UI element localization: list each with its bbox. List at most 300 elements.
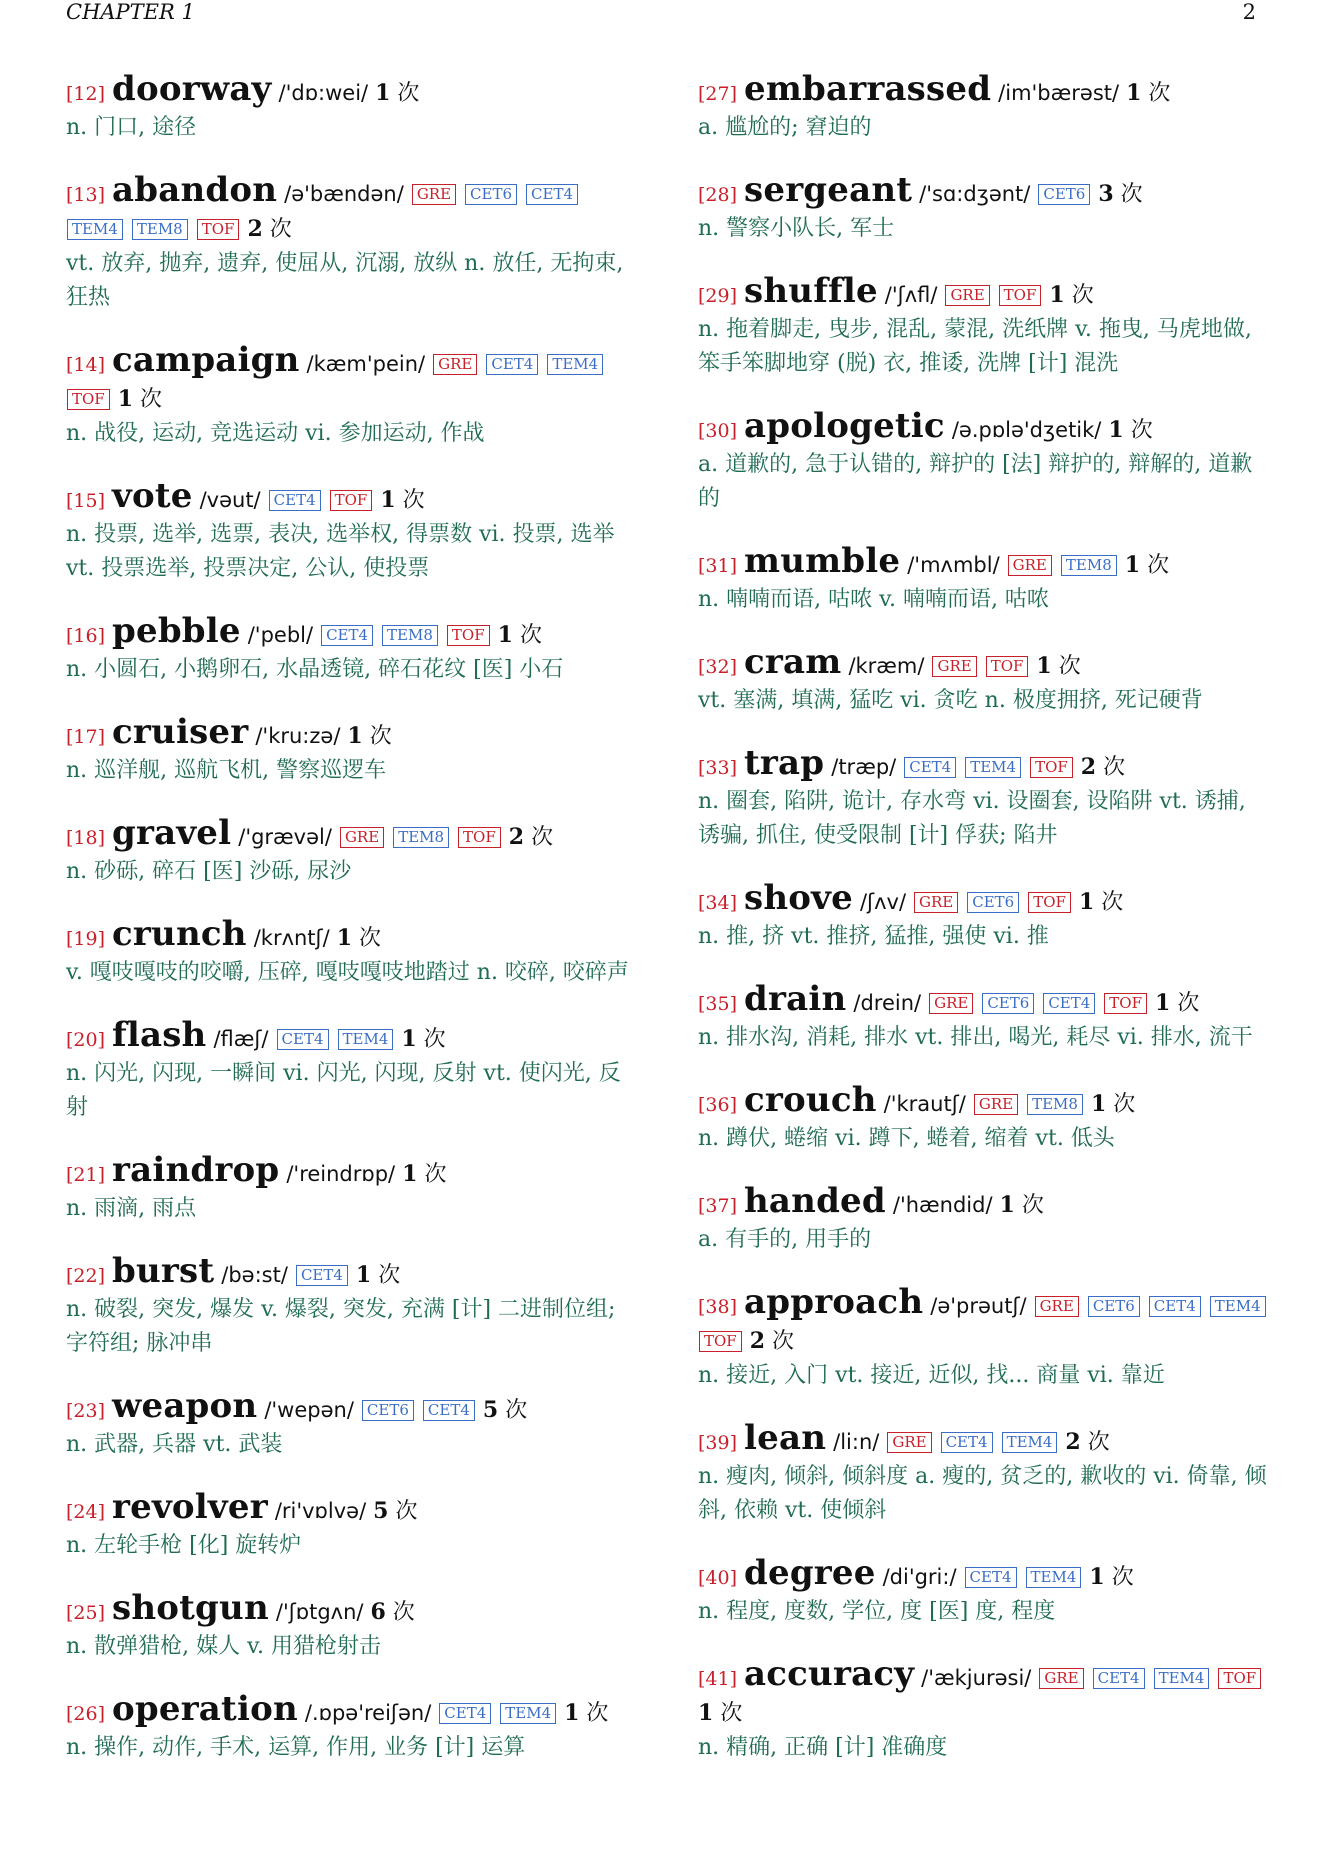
entry-number: [19]: [66, 928, 106, 950]
exam-tag: CET4: [941, 1432, 993, 1453]
occurrence-count: 2: [1065, 1429, 1081, 1455]
headword: operation: [112, 1689, 298, 1729]
occurrence-unit: 次: [395, 1499, 418, 1524]
pronunciation: /li:n/: [833, 1430, 880, 1454]
exam-tag: GRE: [945, 285, 989, 306]
headword: abandon: [112, 170, 278, 210]
headword: shuffle: [744, 271, 878, 311]
right-column: [698, 69, 1268, 1793]
headword: apologetic: [744, 406, 945, 446]
entry-number: [12]: [66, 83, 106, 105]
occurrence-unit: 次: [424, 1162, 447, 1187]
entry-headline: [66, 712, 636, 754]
occurrence-count: 1: [1078, 889, 1095, 915]
exam-tag: CET4: [486, 354, 538, 375]
occurrence-count: 3: [1098, 181, 1114, 207]
page-number: 2: [1242, 0, 1256, 24]
entry-headline: [698, 1080, 1268, 1122]
exam-tag: TOF: [1218, 1668, 1261, 1689]
headword: gravel: [112, 813, 232, 853]
pronunciation: /træp/: [831, 755, 897, 779]
occurrence-unit: 次: [359, 926, 382, 951]
entry-number: [16]: [66, 625, 106, 647]
headword: cram: [744, 642, 842, 682]
pronunciation: /kæm'pein/: [306, 352, 426, 376]
occurrence-unit: 次: [519, 623, 542, 648]
exam-tag: TEM4: [965, 757, 1021, 778]
exam-tag: GRE: [914, 892, 958, 913]
occurrence-count: 1: [1049, 282, 1065, 308]
exam-tag: GRE: [932, 656, 976, 677]
definition: n. 雨滴, 雨点: [66, 1196, 197, 1221]
definition: n. 排水沟, 消耗, 排水 vt. 排出, 喝光, 耗尽 vi. 排水, 流干: [698, 1025, 1253, 1050]
entry-headline: [698, 541, 1268, 583]
entry-headline: [698, 69, 1268, 111]
exam-tag: TEM8: [1061, 555, 1117, 576]
entry-number: [37]: [698, 1195, 738, 1217]
exam-tag: TEM8: [382, 625, 438, 646]
exam-tag: GRE: [412, 184, 456, 205]
occurrence-unit: 次: [586, 1701, 609, 1726]
entry-headline: [66, 1251, 636, 1293]
definition: n. 左轮手枪 [化] 旋转炉: [66, 1533, 302, 1558]
exam-tag: CET4: [1149, 1296, 1201, 1317]
occurrence-count: 1: [402, 1161, 418, 1187]
vocab-entry: [698, 743, 1268, 853]
exam-tag: CET4: [965, 1567, 1017, 1588]
headword: campaign: [112, 340, 300, 380]
definition: n. 破裂, 突发, 爆发 v. 爆裂, 突发, 充满 [计] 二进制位组; 字符组; 脉冲串: [66, 1297, 616, 1356]
pronunciation: /ə.pɒlə'dʒetik/: [951, 418, 1102, 442]
vocab-entry: [66, 170, 636, 315]
occurrence-count: 5: [373, 1498, 389, 1524]
definition: a. 尴尬的; 窘迫的: [698, 115, 872, 140]
definition: n. 瘦肉, 倾斜, 倾斜度 a. 瘦的, 贫乏的, 歉收的 vi. 倚靠, 倾斜, 依赖 vt. 使倾斜: [698, 1464, 1267, 1523]
definition: n. 推, 挤 vt. 推挤, 猛推, 强使 vi. 推: [698, 924, 1049, 949]
entry-number: [22]: [66, 1265, 106, 1287]
entry-number: [21]: [66, 1164, 106, 1186]
entry-headline: [698, 271, 1268, 313]
left-column: [66, 69, 636, 1793]
headword: degree: [744, 1553, 876, 1593]
headword: lean: [744, 1418, 827, 1458]
pronunciation: /'pebl/: [247, 623, 314, 647]
entry-number: [24]: [66, 1501, 106, 1523]
vocab-entry: [698, 642, 1268, 718]
occurrence-count: 2: [749, 1328, 766, 1354]
entry-headline: [66, 476, 636, 518]
exam-tag: GRE: [1035, 1296, 1079, 1317]
exam-tag: GRE: [433, 354, 477, 375]
pronunciation: /'krautʃ/: [883, 1092, 966, 1116]
occurrence-unit: 次: [378, 1263, 401, 1288]
definition: n. 闪光, 闪现, 一瞬间 vi. 闪光, 闪现, 反射 vt. 使闪光, 反射: [66, 1061, 621, 1120]
vocab-entry: [698, 271, 1268, 381]
pronunciation: /krʌntʃ/: [253, 926, 330, 950]
pronunciation: /'dɒ:wei/: [278, 81, 369, 105]
vocab-entry: [66, 476, 636, 586]
vocab-entry: [66, 69, 636, 145]
headword: weapon: [112, 1386, 258, 1426]
pronunciation: /.ɒpə'reiʃən/: [304, 1701, 432, 1725]
occurrence-unit: 次: [1148, 81, 1171, 106]
entry-headline: [698, 979, 1268, 1021]
headword: revolver: [112, 1487, 268, 1527]
definition: vt. 放弃, 抛弃, 遗弃, 使屈从, 沉溺, 放纵 n. 放任, 无拘束, 狂热: [66, 251, 624, 310]
exam-tag: CET6: [967, 892, 1019, 913]
pronunciation: /'ækjurəsi/: [921, 1666, 1032, 1690]
entry-number: [17]: [66, 726, 106, 748]
exam-tag: TEM4: [67, 219, 123, 240]
exam-tag: TOF: [197, 219, 240, 240]
entry-headline: [698, 878, 1268, 920]
pronunciation: /im'bærəst/: [998, 81, 1120, 105]
exam-tag: GRE: [887, 1432, 931, 1453]
vocab-entry: [698, 1553, 1268, 1629]
entry-number: [14]: [66, 354, 106, 376]
occurrence-unit: 次: [1113, 1092, 1136, 1117]
definition: n. 投票, 选举, 选票, 表决, 选举权, 得票数 vi. 投票, 选举 vt. 投票选举, 投票决定, 公认, 使投票: [66, 522, 615, 581]
entry-headline: [698, 1418, 1268, 1460]
exam-tag: CET4: [423, 1400, 475, 1421]
vocab-entry: [698, 1418, 1268, 1528]
occurrence-count: 1: [1108, 417, 1124, 443]
entry-headline: [66, 1588, 636, 1630]
exam-tag: CET4: [321, 625, 373, 646]
occurrence-count: 1: [1036, 653, 1052, 679]
definition: n. 巡洋舰, 巡航飞机, 警察巡逻车: [66, 758, 387, 783]
exam-tag: CET4: [439, 1703, 491, 1724]
vocab-entry: [698, 541, 1268, 617]
occurrence-unit: 次: [1103, 755, 1126, 780]
entry-number: [27]: [698, 83, 738, 105]
entry-headline: [66, 1386, 636, 1428]
entry-number: [29]: [698, 285, 738, 307]
headword: trap: [744, 743, 825, 783]
vocab-entry: [698, 1181, 1268, 1257]
vocab-entry: [66, 1588, 636, 1664]
vocab-entry: [698, 406, 1268, 516]
definition: n. 武器, 兵器 vt. 武装: [66, 1432, 283, 1457]
vocab-entry: [66, 340, 636, 451]
pronunciation: /'ʃʌfl/: [884, 283, 938, 307]
headword: cruiser: [112, 712, 249, 752]
vocab-entry: [66, 1150, 636, 1226]
pronunciation: /kræm/: [848, 654, 925, 678]
entry-number: [13]: [66, 184, 106, 206]
occurrence-unit: 次: [1058, 654, 1081, 679]
entry-number: [26]: [66, 1703, 106, 1725]
occurrence-count: 1: [1124, 552, 1141, 578]
pronunciation: /flæʃ/: [213, 1027, 269, 1051]
exam-tag: TEM4: [500, 1703, 556, 1724]
entry-headline: [66, 1487, 636, 1529]
pronunciation: /drein/: [853, 991, 922, 1015]
entry-number: [28]: [698, 184, 738, 206]
exam-tag: TOF: [986, 656, 1029, 677]
definition: n. 蹲伏, 蜷缩 vi. 蹲下, 蜷着, 缩着 vt. 低头: [698, 1126, 1115, 1151]
occurrence-count: 2: [247, 216, 263, 242]
occurrence-count: 1: [497, 622, 513, 648]
headword: shove: [744, 878, 853, 918]
entry-headline: [66, 1015, 636, 1057]
exam-tag: CET6: [1038, 184, 1090, 205]
exam-tag: CET4: [904, 757, 956, 778]
definition: a. 道歉的, 急于认错的, 辩护的 [法] 辩护的, 辩解的, 道歉的: [698, 452, 1253, 511]
exam-tag: GRE: [929, 993, 973, 1014]
exam-tag: GRE: [974, 1094, 1018, 1115]
occurrence-count: 1: [1155, 990, 1171, 1016]
entry-headline: [66, 813, 636, 855]
headword: vote: [112, 476, 193, 516]
definition: n. 程度, 度数, 学位, 度 [医] 度, 程度: [698, 1599, 1056, 1624]
pronunciation: /'wepən/: [264, 1398, 354, 1422]
exam-tag: TOF: [699, 1331, 742, 1352]
definition: vt. 塞满, 填满, 猛吃 vi. 贪吃 n. 极度拥挤, 死记硬背: [698, 688, 1203, 713]
entry-number: [33]: [698, 757, 738, 779]
pronunciation: /ri'vɒlvə/: [274, 1499, 367, 1523]
definition: n. 小圆石, 小鹅卵石, 水晶透镜, 碎石花纹 [医] 小石: [66, 657, 564, 682]
definition: v. 嘎吱嘎吱的咬嚼, 压碎, 嘎吱嘎吱地踏过 n. 咬碎, 咬碎声: [66, 960, 629, 985]
headword: approach: [744, 1282, 924, 1322]
entry-number: [25]: [66, 1602, 106, 1624]
occurrence-unit: 次: [1087, 1430, 1110, 1455]
definition: n. 警察小队长, 军士: [698, 216, 895, 241]
vocab-entry: [698, 170, 1268, 246]
running-head: [66, 0, 1256, 24]
pronunciation: /'ʃɒtgʌn/: [275, 1600, 364, 1624]
entry-headline: [66, 69, 636, 111]
definition: n. 散弹猎枪, 媒人 v. 用猎枪射击: [66, 1634, 381, 1659]
vocab-entry: [66, 1689, 636, 1765]
occurrence-count: 1: [401, 1026, 417, 1052]
entry-number: [31]: [698, 555, 738, 577]
headword: handed: [744, 1181, 886, 1221]
entry-headline: [66, 170, 636, 247]
definition: n. 喃喃而语, 咕哝 v. 喃喃而语, 咕哝: [698, 587, 1049, 612]
occurrence-count: 5: [482, 1397, 499, 1423]
vocab-entry: [66, 712, 636, 788]
occurrence-unit: 次: [1071, 283, 1094, 308]
headword: drain: [744, 979, 847, 1019]
occurrence-unit: 次: [392, 1600, 415, 1625]
definition: n. 战役, 运动, 竞选运动 vi. 参加运动, 作战: [66, 421, 485, 446]
definition: n. 精确, 正确 [计] 准确度: [698, 1735, 948, 1760]
exam-tag: CET4: [269, 490, 321, 511]
occurrence-count: 1: [1126, 80, 1142, 106]
pronunciation: /bə:st/: [221, 1263, 288, 1287]
occurrence-unit: 次: [1130, 418, 1153, 443]
entry-number: [30]: [698, 420, 738, 442]
headword: mumble: [744, 541, 901, 581]
pronunciation: /vəut/: [199, 488, 261, 512]
headword: flash: [112, 1015, 207, 1055]
entry-headline: [66, 340, 636, 417]
exam-tag: TOF: [330, 490, 373, 511]
exam-tag: CET4: [526, 184, 578, 205]
definition: n. 拖着脚走, 曳步, 混乱, 蒙混, 洗纸牌 v. 拖曳, 马虎地做, 笨手笨脚地穿 (脱) 衣, 推诿, 洗牌 [计] 混洗: [698, 317, 1252, 376]
exam-tag: TOF: [458, 827, 501, 848]
occurrence-unit: 次: [423, 1027, 446, 1052]
occurrence-count: 1: [380, 487, 396, 513]
entry-number: [36]: [698, 1094, 738, 1116]
entry-headline: [66, 1689, 636, 1731]
vocab-entry: [66, 1015, 636, 1125]
entry-headline: [698, 1181, 1268, 1223]
entry-number: [15]: [66, 490, 106, 512]
entry-number: [41]: [698, 1668, 738, 1690]
headword: doorway: [112, 69, 272, 109]
exam-tag: TOF: [1028, 892, 1071, 913]
headword: crunch: [112, 914, 247, 954]
pronunciation: /ʃʌv/: [859, 890, 907, 914]
occurrence-unit: 次: [772, 1329, 795, 1354]
entry-headline: [698, 743, 1268, 785]
vocab-entry: [698, 69, 1268, 145]
occurrence-unit: 次: [1111, 1565, 1134, 1590]
entry-headline: [698, 406, 1268, 448]
headword: embarrassed: [744, 69, 992, 109]
headword: accuracy: [744, 1654, 915, 1694]
exam-tag: CET6: [362, 1400, 414, 1421]
vocab-entry: [66, 1487, 636, 1563]
exam-tag: CET4: [1043, 993, 1095, 1014]
pronunciation: /ə'bændən/: [284, 182, 404, 206]
exam-tag: TEM8: [132, 219, 188, 240]
entry-number: [38]: [698, 1296, 738, 1318]
exam-tag: TEM4: [1154, 1668, 1210, 1689]
exam-tag: CET6: [1088, 1296, 1140, 1317]
occurrence-count: 2: [508, 824, 525, 850]
entry-headline: [66, 611, 636, 653]
entry-number: [39]: [698, 1432, 738, 1454]
definition: n. 砂砾, 碎石 [医] 沙砾, 尿沙: [66, 859, 352, 884]
exam-tag: CET4: [296, 1265, 348, 1286]
occurrence-count: 1: [355, 1262, 372, 1288]
entry-headline: [698, 170, 1268, 212]
entry-number: [18]: [66, 827, 106, 849]
headword: burst: [112, 1251, 215, 1291]
exam-tag: CET6: [982, 993, 1034, 1014]
pronunciation: /'kru:zə/: [255, 724, 341, 748]
vocab-entry: [66, 813, 636, 889]
exam-tag: TEM4: [1026, 1567, 1082, 1588]
definition: n. 门口, 途径: [66, 115, 197, 140]
occurrence-unit: 次: [1021, 1193, 1044, 1218]
headword: pebble: [112, 611, 241, 651]
occurrence-unit: 次: [402, 488, 425, 513]
exam-tag: TEM4: [547, 354, 603, 375]
entry-headline: [698, 1553, 1268, 1595]
entry-headline: [698, 642, 1268, 684]
occurrence-count: 6: [370, 1599, 386, 1625]
entry-number: [20]: [66, 1029, 106, 1051]
exam-tag: TEM4: [1002, 1432, 1058, 1453]
definition: n. 圈套, 陷阱, 诡计, 存水弯 vi. 设圈套, 设陷阱 vt. 诱捕, 诱骗, 抓住, 使受限制 [计] 俘获; 陷井: [698, 789, 1246, 848]
exam-tag: TOF: [67, 389, 110, 410]
exam-tag: TOF: [1104, 993, 1147, 1014]
occurrence-unit: 次: [1177, 991, 1200, 1016]
headword: shotgun: [112, 1588, 269, 1628]
entry-headline: [698, 1282, 1268, 1359]
vocab-entry: [698, 1654, 1268, 1765]
pronunciation: /'grævəl/: [238, 825, 332, 849]
exam-tag: CET4: [1093, 1668, 1145, 1689]
occurrence-unit: 次: [505, 1398, 528, 1423]
entry-number: [32]: [698, 656, 738, 678]
exam-tag: TEM4: [1210, 1296, 1266, 1317]
pronunciation: /'reindrɒp/: [286, 1162, 396, 1186]
occurrence-unit: 次: [397, 81, 420, 106]
occurrence-count: 1: [1090, 1091, 1107, 1117]
occurrence-count: 1: [375, 80, 391, 106]
vocab-entry: [698, 1080, 1268, 1156]
exam-tag: TOF: [447, 625, 490, 646]
occurrence-unit: 次: [1120, 182, 1143, 207]
occurrence-unit: 次: [720, 1701, 743, 1726]
exam-tag: TEM4: [338, 1029, 394, 1050]
definition: a. 有手的, 用手的: [698, 1227, 872, 1252]
occurrence-unit: 次: [369, 724, 392, 749]
vocab-entry: [66, 1386, 636, 1462]
occurrence-count: 1: [336, 925, 352, 951]
exam-tag: GRE: [1008, 555, 1052, 576]
pronunciation: /'hændid/: [892, 1193, 993, 1217]
entry-number: [34]: [698, 892, 738, 914]
headword: crouch: [744, 1080, 877, 1120]
headword: raindrop: [112, 1150, 280, 1190]
occurrence-count: 1: [117, 386, 134, 412]
occurrence-unit: 次: [1101, 890, 1124, 915]
vocab-entry: [66, 611, 636, 687]
vocab-entry: [66, 914, 636, 990]
exam-tag: CET6: [465, 184, 517, 205]
exam-tag: CET4: [277, 1029, 329, 1050]
pronunciation: /ə'prəutʃ/: [930, 1294, 1027, 1318]
pronunciation: /'mʌmbl/: [907, 553, 1000, 577]
definition: n. 操作, 动作, 手术, 运算, 作用, 业务 [计] 运算: [66, 1735, 526, 1760]
headword: sergeant: [744, 170, 913, 210]
pronunciation: /'sɑ:dʒənt/: [919, 182, 1031, 206]
exam-tag: TEM8: [1027, 1094, 1083, 1115]
exam-tag: TOF: [1030, 757, 1073, 778]
occurrence-unit: 次: [269, 217, 292, 242]
occurrence-count: 1: [347, 723, 363, 749]
entry-number: [35]: [698, 993, 738, 1015]
exam-tag: GRE: [340, 827, 384, 848]
exam-tag: TOF: [999, 285, 1042, 306]
entry-headline: [66, 1150, 636, 1192]
pronunciation: /di'gri:/: [882, 1565, 957, 1589]
occurrence-count: 1: [1089, 1564, 1105, 1590]
occurrence-count: 1: [999, 1192, 1015, 1218]
vocab-entry: [66, 1251, 636, 1361]
entry-number: [23]: [66, 1400, 106, 1422]
exam-tag: TEM8: [393, 827, 449, 848]
vocab-entry: [698, 1282, 1268, 1393]
vocab-entry: [698, 878, 1268, 954]
occurrence-unit: 次: [140, 387, 163, 412]
exam-tag: GRE: [1039, 1668, 1083, 1689]
definition: n. 接近, 入门 vt. 接近, 近似, 找... 商量 vi. 靠近: [698, 1363, 1165, 1388]
occurrence-count: 1: [564, 1700, 580, 1726]
entry-number: [40]: [698, 1567, 738, 1589]
occurrence-unit: 次: [1147, 553, 1170, 578]
occurrence-count: 1: [698, 1700, 714, 1726]
occurrence-count: 2: [1080, 754, 1097, 780]
entry-headline: [66, 914, 636, 956]
occurrence-unit: 次: [531, 825, 554, 850]
